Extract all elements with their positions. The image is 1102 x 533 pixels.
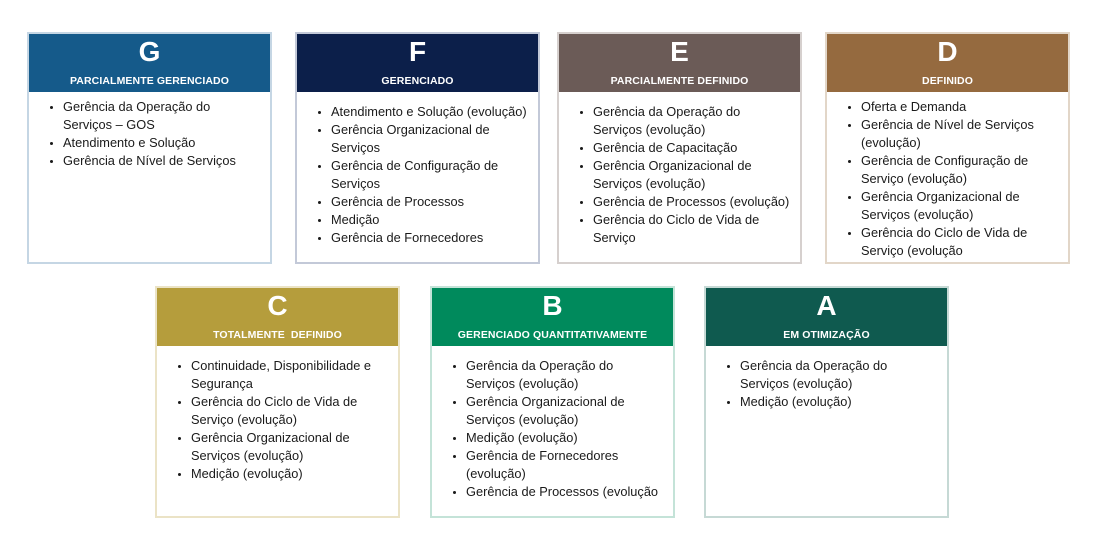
level-item: • Medição (evolução) [191,465,390,483]
level-item: • Gerência da Operação do Serviços (evolução) [466,357,665,393]
level-items [559,92,800,247]
level-card-g [27,32,272,264]
level-item: • Gerência de Configuração de Serviços [331,157,530,193]
level-item: • Oferta e Demanda [861,98,1060,116]
level-letter: G [138,36,161,67]
level-item: • Atendimento e Solução (evolução) [331,103,530,121]
level-item: • Gerência de Processos [331,193,530,211]
level-item: • Medição [331,211,530,229]
level-card-b [430,286,675,518]
level-item: • Gerência Organizacional de Serviços (evolução) [191,429,390,465]
level-item: • Gerência de Fornecedores (evolução) [466,447,665,483]
level-item: • Gerência Organizacional de Serviços (evolução) [861,188,1060,224]
level-item: • Gerência de Nível de Serviços [63,152,262,170]
level-item: • Gerência de Capacitação [593,139,792,157]
level-header-c [157,288,398,346]
level-header-e [559,34,800,92]
level-letter: D [937,36,958,67]
level-items [157,346,398,483]
level-item: • Atendimento e Solução [63,134,262,152]
level-header-d [827,34,1068,92]
level-title: GERENCIADO QUANTITATIVAMENTE [457,329,648,341]
level-letter: F [408,36,427,67]
level-item: • Gerência de Processos (evolução) [593,193,792,211]
level-item: • Gerência do Ciclo de Vida de Serviço (evolução [861,224,1060,260]
level-header-a [706,288,947,346]
level-letter: E [670,36,689,67]
level-item: • Gerência da Operação do Serviços (evolução) [593,103,792,139]
level-items [706,346,947,411]
level-letter: B [542,290,563,321]
level-title: TOTALMENTE DEFINIDO [213,329,342,341]
level-item: • Gerência Organizacional de Serviços (evolução) [466,393,665,429]
level-letter: A [816,290,837,321]
level-item: • Gerência da Operação do Serviços – GOS [63,98,262,134]
level-item: • Medição (evolução) [466,429,665,447]
level-card-f [295,32,540,264]
level-item: • Gerência da Operação do Serviços (evolução) [740,357,939,393]
level-items [432,346,673,501]
level-item: • Medição (evolução) [740,393,939,411]
level-header-b [432,288,673,346]
level-card-e [557,32,802,264]
level-item: • Gerência de Processos (evolução [466,483,665,501]
level-title: GERENCIADO [381,75,454,87]
level-card-c [155,286,400,518]
level-items [827,92,1068,260]
level-items [297,92,538,247]
level-item: • Gerência Organizacional de Serviços [331,121,530,157]
level-title: EM OTIMIZAÇÃO [783,329,870,341]
level-header-g [29,34,270,92]
level-title: PARCIALMENTE DEFINIDO [610,75,749,87]
level-item: • Gerência do Ciclo de Vida de Serviço (evolução) [191,393,390,429]
level-title: DEFINIDO [922,75,973,87]
level-item: • Gerência do Ciclo de Vida de Serviço [593,211,792,247]
level-title: PARCIALMENTE GERENCIADO [69,75,230,87]
level-item: • Gerência de Configuração de Serviço (evolução) [861,152,1060,188]
level-card-a [704,286,949,518]
level-item: • Gerência de Nível de Serviços (evolução) [861,116,1060,152]
level-items [29,92,270,170]
level-letter: C [267,290,288,321]
level-item: • Continuidade, Disponibilidade e Segurança [191,357,390,393]
level-card-d [825,32,1070,264]
level-header-f [297,34,538,92]
level-item: • Gerência Organizacional de Serviços (evolução) [593,157,792,193]
level-item: • Gerência de Fornecedores [331,229,530,247]
